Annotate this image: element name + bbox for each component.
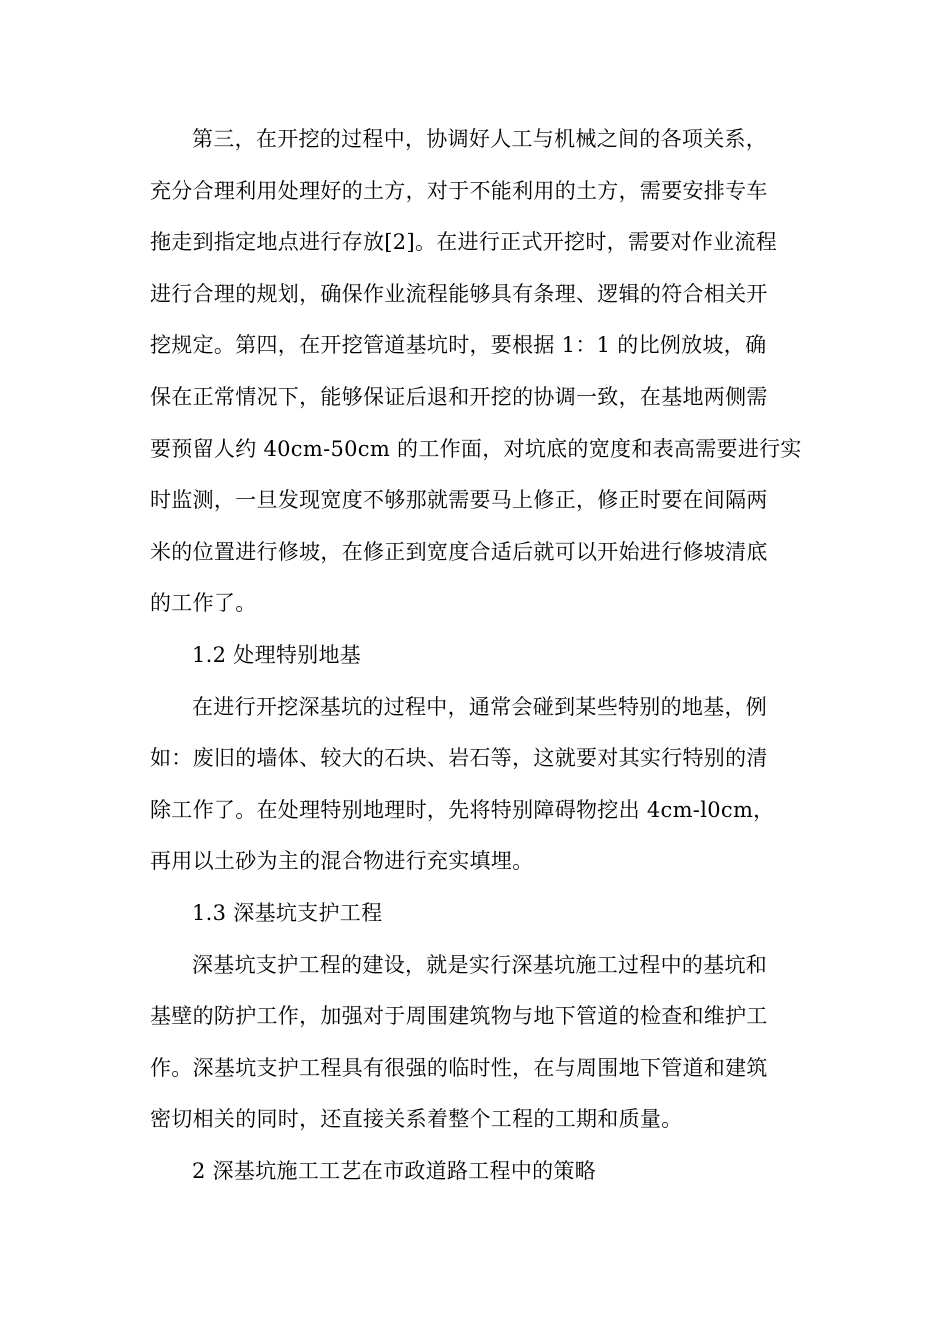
paragraph-line: 密切相关的同时，还直接关系着整个工程的工期和质量。 <box>150 1107 683 1132</box>
section-heading: 2 深基坑施工工艺在市政道路工程中的策略 <box>192 1158 597 1183</box>
paragraph-line: 要预留人约 40cm-50cm 的工作面，对坑底的宽度和表高需要进行实 <box>150 436 802 461</box>
paragraph-line: 第三，在开挖的过程中，协调好人工与机械之间的各项关系， <box>192 127 768 151</box>
paragraph-line: 充分合理利用处理好的土方，对于不能利用的土方，需要安排专车 <box>150 178 768 203</box>
paragraph-line: 基壁的防护工作，加强对于周围建筑物与地下管道的检查和维护工 <box>150 1004 768 1029</box>
paragraph-line: 再用以土砂为主的混合物进行充实填埋。 <box>150 849 534 874</box>
paragraph-line: 拖走到指定地点进行存放[2]。在进行正式开挖时，需要对作业流程 <box>150 230 778 255</box>
paragraph-line: 时监测，一旦发现宽度不够那就需要马上修正，修正时要在间隔两 <box>150 488 768 513</box>
paragraph-line: 在进行开挖深基坑的过程中，通常会碰到某些特别的地基，例 <box>192 694 768 719</box>
paragraph-line: 的工作了。 <box>150 591 257 616</box>
paragraph-line: 作。深基坑支护工程具有很强的临时性，在与周围地下管道和建筑 <box>150 1055 768 1080</box>
section-heading: 1.2 处理特别地基 <box>192 642 362 667</box>
paragraph-line: 保在正常情况下，能够保证后退和开挖的协调一致，在基地两侧需 <box>150 384 768 409</box>
document-body <box>150 114 800 1197</box>
paragraph-line: 除工作了。在处理特别地理时，先将特别障碍物挖出 4cm-l0cm， <box>150 797 775 822</box>
paragraph-line: 挖规定。第四，在开挖管道基坑时，要根据 1：1 的比例放坡，确 <box>150 333 767 358</box>
paragraph-line: 进行合理的规划，确保作业流程能够具有条理、逻辑的符合相关开 <box>150 281 768 306</box>
paragraph-line: 米的位置进行修坡，在修正到宽度合适后就可以开始进行修坡清底 <box>150 539 768 564</box>
paragraph-line: 如：废旧的墙体、较大的石块、岩石等，这就要对其实行特别的清 <box>150 746 768 771</box>
paragraph-line: 深基坑支护工程的建设，就是实行深基坑施工过程中的基坑和 <box>192 952 768 977</box>
section-heading: 1.3 深基坑支护工程 <box>192 900 383 925</box>
